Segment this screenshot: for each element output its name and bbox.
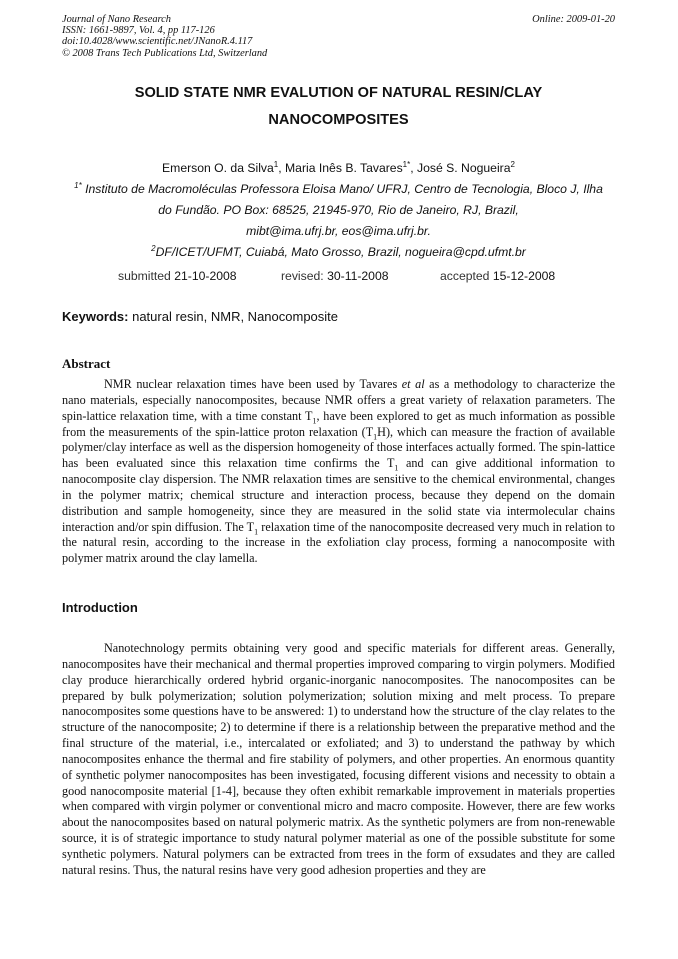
author-block [62,158,615,263]
abstract-sub-4: 1 [254,527,259,537]
online-date: Online: 2009-01-20 [532,14,615,25]
journal-issn: ISSN: 1661-9897, Vol. 4, pp 117-126 [62,25,215,37]
author-1-sup: 1 [273,159,279,169]
abstract-sub-1: 1 [312,416,317,426]
affiliation-2-sup: 2 [151,243,156,253]
abstract-text-5: and can give additional information to nanocomposite clay dispersion. The NMR relaxation times are sensitive to the chemical environmental, changes in the polymer matrix; chemical structure and interaction process, because they depend on the domain distribution and sample homogeneity, since they are measured in the solid state via intermolecular chains interaction and/or spin diffusion. The T [62,456,616,534]
abstract-text-2: as a methodology to characterize the nano materials, especially nanocomposites, because NMR offers a great variety of relaxation parameters. The spin-lattice relaxation time, with a time constant T [62,377,616,423]
introduction-paragraph: Nanotechnology permits obtaining very good and specific materials for different areas. Generally, nanocomposites have their mechanical and thermal properties improved comparing to virgin polymers. Modified clay produce hierarchically ordered hybrid organic-inorganic nanocomposites. The nanocomposites can be prepared by bulk polymerization; solution polymerization; solution mixing and melt process. To prepare nanocomposites some questions have to be answered: 1) to understand how the structure of the clay relates to the structure of the nanocomposite; 2) to determine if there is a relationship between the preparative method and the final structure of the material, i.e., intercalated or exfoliated; and 3) to understand the pathway by which nanocomposites enhance the thermal and fire stability of polymers, and other properties. An enormous quantity of synthetic polymer nanocomposites has been investigated, focusing different visions and necessity to obtain a good nanocomposite material [1-4], because they often exhibit remarkable improvement in materials properties when compared with virgin polymer or conventional micro and macro composite. However, there are few works about the nanocomposites based on natural polymeric matrix. As the synthetic polymers are from non-renewable source, it is of strategic importance to study natural polymer material as one of the possible substitute for some synthetic polymers. Natural polymers can be extracted from trees in the form of exsudates and they are called natural resins. Thus, the natural resins have very good adhesion properties and they are [62,641,615,877]
author-2-sup: 1* [402,159,411,169]
title-line-1: SOLID STATE NMR EVALUTION OF NATURAL RESIN/CLAY [134,85,543,101]
affiliation-1-emails: mibt@ima.ufrj.br, eos@ima.ufrj.br. [246,224,431,238]
abstract-body [62,377,615,567]
affiliation-2-text: DF/ICET/UFMT, Cuiabá, Mato Grosso, Brazil, nogueira@cpd.ufmt.br [155,245,526,259]
affiliation-1-line-2: do Fundão. PO Box: 68525, 21945-970, Rio de Janeiro, RJ, Brazil, [158,203,519,217]
submitted-value: 21-10-2008 [174,269,237,283]
paper-title [62,80,615,134]
accepted-value: 15-12-2008 [492,269,556,283]
author-3: José S. Nogueira [417,161,511,175]
abstract-sub-3: 1 [394,463,399,473]
keywords-label: Keywords: [62,309,129,324]
title-line-2: NANOCOMPOSITES [268,112,409,128]
revised-value: 30-11-2008 [327,269,389,283]
revised-date [281,269,389,283]
abstract-text-1: NMR nuclear relaxation times have been used by Tavares [104,377,398,391]
abstract-text-3: , have been explored to get as much information as possible from the measurements of the spin-lattice proton relaxation (T [62,408,615,439]
abstract-text-6: relaxation time of the nanocomposite decreased very much in relation to the natural resin, according to the increase in the exfoliation clay process, forming a nanocomposite with polymer matrix around the clay lamella. [62,519,615,566]
journal-name: Journal of Nano Research [62,14,171,25]
journal-copyright: © 2008 Trans Tech Publications Ltd, Switzerland [62,47,268,59]
accepted-date [440,269,555,283]
abstract-paragraph [62,377,615,567]
affiliation-2 [62,242,615,263]
author-1: Emerson O. da Silva [162,161,274,175]
abstract-etal: et al [401,377,425,391]
affiliation-1 [62,179,615,200]
abstract-sub-2: 1 [373,431,378,441]
author-2: Maria Inês B. Tavares [285,161,403,175]
journal-doi: doi:10.4028/www.scientific.net/JNanoR.4.117 [62,36,253,48]
affiliation-1-line-1: Instituto de Macromoléculas Professora Eloisa Mano/ UFRJ, Centro de Tecnologia, Bloco J, Ilha [85,182,603,196]
revised-label: revised: [281,269,324,283]
submitted-date [118,269,237,283]
keywords-text: natural resin, NMR, Nanocomposite [132,309,339,324]
submitted-label: submitted [118,269,171,283]
keywords [62,309,615,324]
author-list: Emerson O. da Silva$^1$, Maria Inês B. Tavares$^{1*}$, José S. Nogueira$^2$ [162,159,515,175]
accepted-label: accepted [440,269,490,283]
introduction-body [62,641,615,879]
abstract-heading: Abstract [62,356,111,371]
affiliation-1-sup: 1* [74,180,82,190]
journal-header [62,14,615,59]
abstract-text-4: H), which can measure the fraction of available polymer/clay interface as well as the dispersion homogeneity of those interfaces actually formed. The spin-lattice has been evaluated since this relaxation time confirms the T [62,424,615,471]
author-3-sup: 2 [510,159,515,169]
introduction-heading: Introduction [62,600,138,615]
